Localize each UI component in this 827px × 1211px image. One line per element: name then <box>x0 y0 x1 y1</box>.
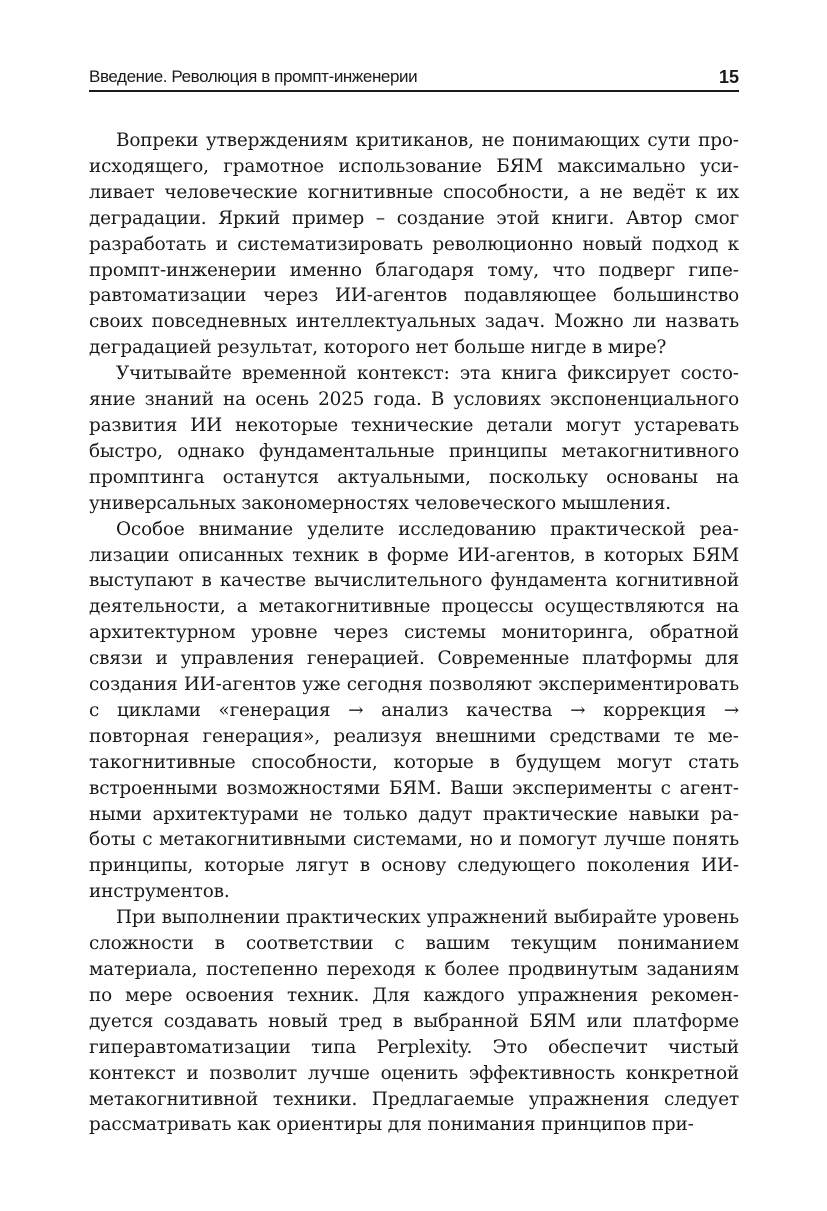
page-number: 15 <box>718 67 739 87</box>
body-text <box>89 128 739 1138</box>
paragraph-3: Особое внимание уделите исследованию практической реализации описанных техник в форме ИИ-агентов, в которых БЯМ выступают в качестве вычислительного фундамента когнитивной деятельности, а метакогнитивные процессы осуществляются на архитектурном уровне через системы мониторинга, обратной связи и управления генерацией. Современные платформы для создания ИИ-агентов уже сегодня позволяют экспериментировать с циклами «генерация → анализ качества → коррекция → повторная генерация», реализуя внешними средствами те метакогнитивные способности, которые в будущем могут стать встроенными возможностями БЯМ. Ваши эксперименты с агентными архитектурами не только дадут практические навыки работы с метакогнитивными системами, но и помогут лучше понять принципы, которые лягут в основу следующего поколения ИИ-инструментов. <box>89 518 739 903</box>
running-header <box>89 64 739 92</box>
paragraph-4: При выполнении практических упражнений выбирайте уровень сложности в соответствии с вашим текущим пониманием материала, постепенно переходя к более продвинутым заданиям по мере освоения техник. Для каждого упражнения рекомендуется создавать новый тред в выбранной БЯМ или платформе гиперавтоматизации типа Perplexity. Это обеспечит чистый контекст и позволит лучше оценить эффективность конкретной метакогнитивной техники. Предлагаемые упражнения следует рассматривать как ориентиры для понимания принципов при- <box>89 907 739 1136</box>
paragraph-1: Вопреки утверждениям критиканов, не понимающих сути происходящего, грамотное использование БЯМ максимально усиливает человеческие когнитивные способности, а не ведёт к их деградации. Яркий пример – создание этой книги. Автор смог разработать и систематизировать революционно новый подход к промпт-инженерии именно благодаря тому, что подверг гиперавтоматизации через ИИ-агентов подавляющее большинство своих повседневных интеллектуальных задач. Можно ли назвать деградацией результат, которого нет больше нигде в мире? <box>89 130 739 359</box>
paragraph-2: Учитывайте временной контекст: эта книга фиксирует состояние знаний на осень 2025 года. В условиях экспоненциального развития ИИ некоторые технические детали могут устаревать быстро, однако фундаментальные принципы метакогнитивного промптинга останутся актуальными, поскольку основаны на универсальных закономерностях человеческого мышления. <box>89 363 739 514</box>
chapter-title: Введение. Революция в промпт-инженерии <box>89 67 418 86</box>
